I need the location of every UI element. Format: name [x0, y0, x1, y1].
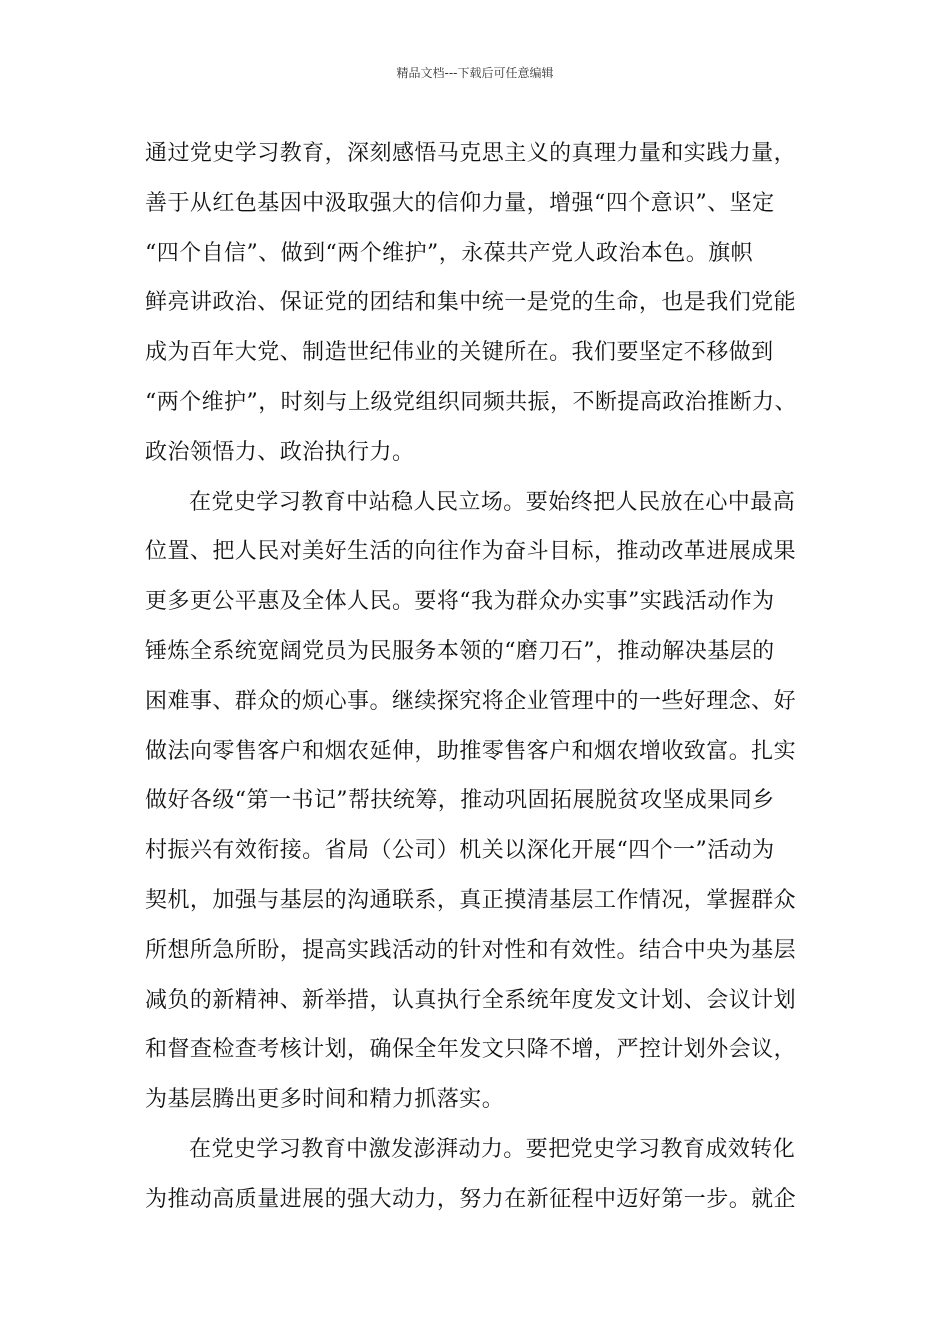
text-line: 做好各级“第一书记”帮扶统筹，推动巩固拓展脱贫攻坚成果同乡 — [145, 788, 775, 814]
text-line: 更多更公平惠及全体人民。要将“我为群众办实事”实践活动作为 — [145, 589, 775, 615]
text-line: “四个自信”、做到“两个维护”，永葆共产党人政治本色。旗帜 — [145, 240, 754, 266]
paragraph-first-line: 在党史学习教育中站稳人民立场。要始终把人民放在心中最高 — [189, 489, 796, 515]
text-line: 成为百年大党、制造世纪伟业的关键所在。我们要坚定不移做到 — [145, 340, 774, 366]
text-line: 困难事、群众的烦心事。继续探究将企业管理中的一些好理念、好 — [145, 688, 797, 714]
text-line: 锤炼全系统宽阔党员为民服务本领的“磨刀石”，推动解决基层的 — [145, 638, 775, 664]
text-line: 减负的新精神、新举措，认真执行全系统年度发文计划、会议计划 — [145, 987, 797, 1013]
text-line: 和督查检查考核计划，确保全年发文只降不增，严控计划外会议， — [145, 1037, 797, 1063]
text-line: 位置、把人民对美好生活的向往作为奋斗目标，推动改革进展成果 — [145, 539, 797, 565]
page-header: 精品文档---下载后可任意编辑 — [396, 66, 554, 80]
document-body — [145, 129, 825, 1225]
paragraph-first-line: 在党史学习教育中激发澎湃动力。要把党史学习教育成效转化 — [189, 1136, 796, 1162]
text-line: 为推动高质量进展的强大动力，努力在新征程中迈好第一步。就企 — [145, 1186, 797, 1212]
text-line: 契机，加强与基层的沟通联系，真正摸清基层工作情况，掌握群众 — [145, 887, 797, 913]
text-line: 善于从红色基因中汲取强大的信仰力量，增强“四个意识”、坚定 — [145, 190, 775, 216]
text-line: “两个维护”，时刻与上级党组织同频共振，不断提高政治推断力、 — [145, 389, 797, 415]
text-line: 通过党史学习教育，深刻感悟马克思主义的真理力量和实践力量， — [145, 141, 797, 166]
text-line: 为基层腾出更多时间和精力抓落实。 — [145, 1087, 505, 1113]
text-line: 村振兴有效衔接。省局（公司）机关以深化开展“四个一”活动为 — [145, 838, 775, 864]
text-line: 政治领悟力、政治执行力。 — [145, 439, 415, 465]
text-line: 所想所急所盼，提高实践活动的针对性和有效性。结合中央为基层 — [145, 937, 797, 963]
text-line: 做法向零售客户和烟农延伸，助推零售客户和烟农增收致富。扎实 — [145, 738, 797, 764]
text-line: 鲜亮讲政治、保证党的团结和集中统一是党的生命，也是我们党能 — [145, 290, 797, 316]
